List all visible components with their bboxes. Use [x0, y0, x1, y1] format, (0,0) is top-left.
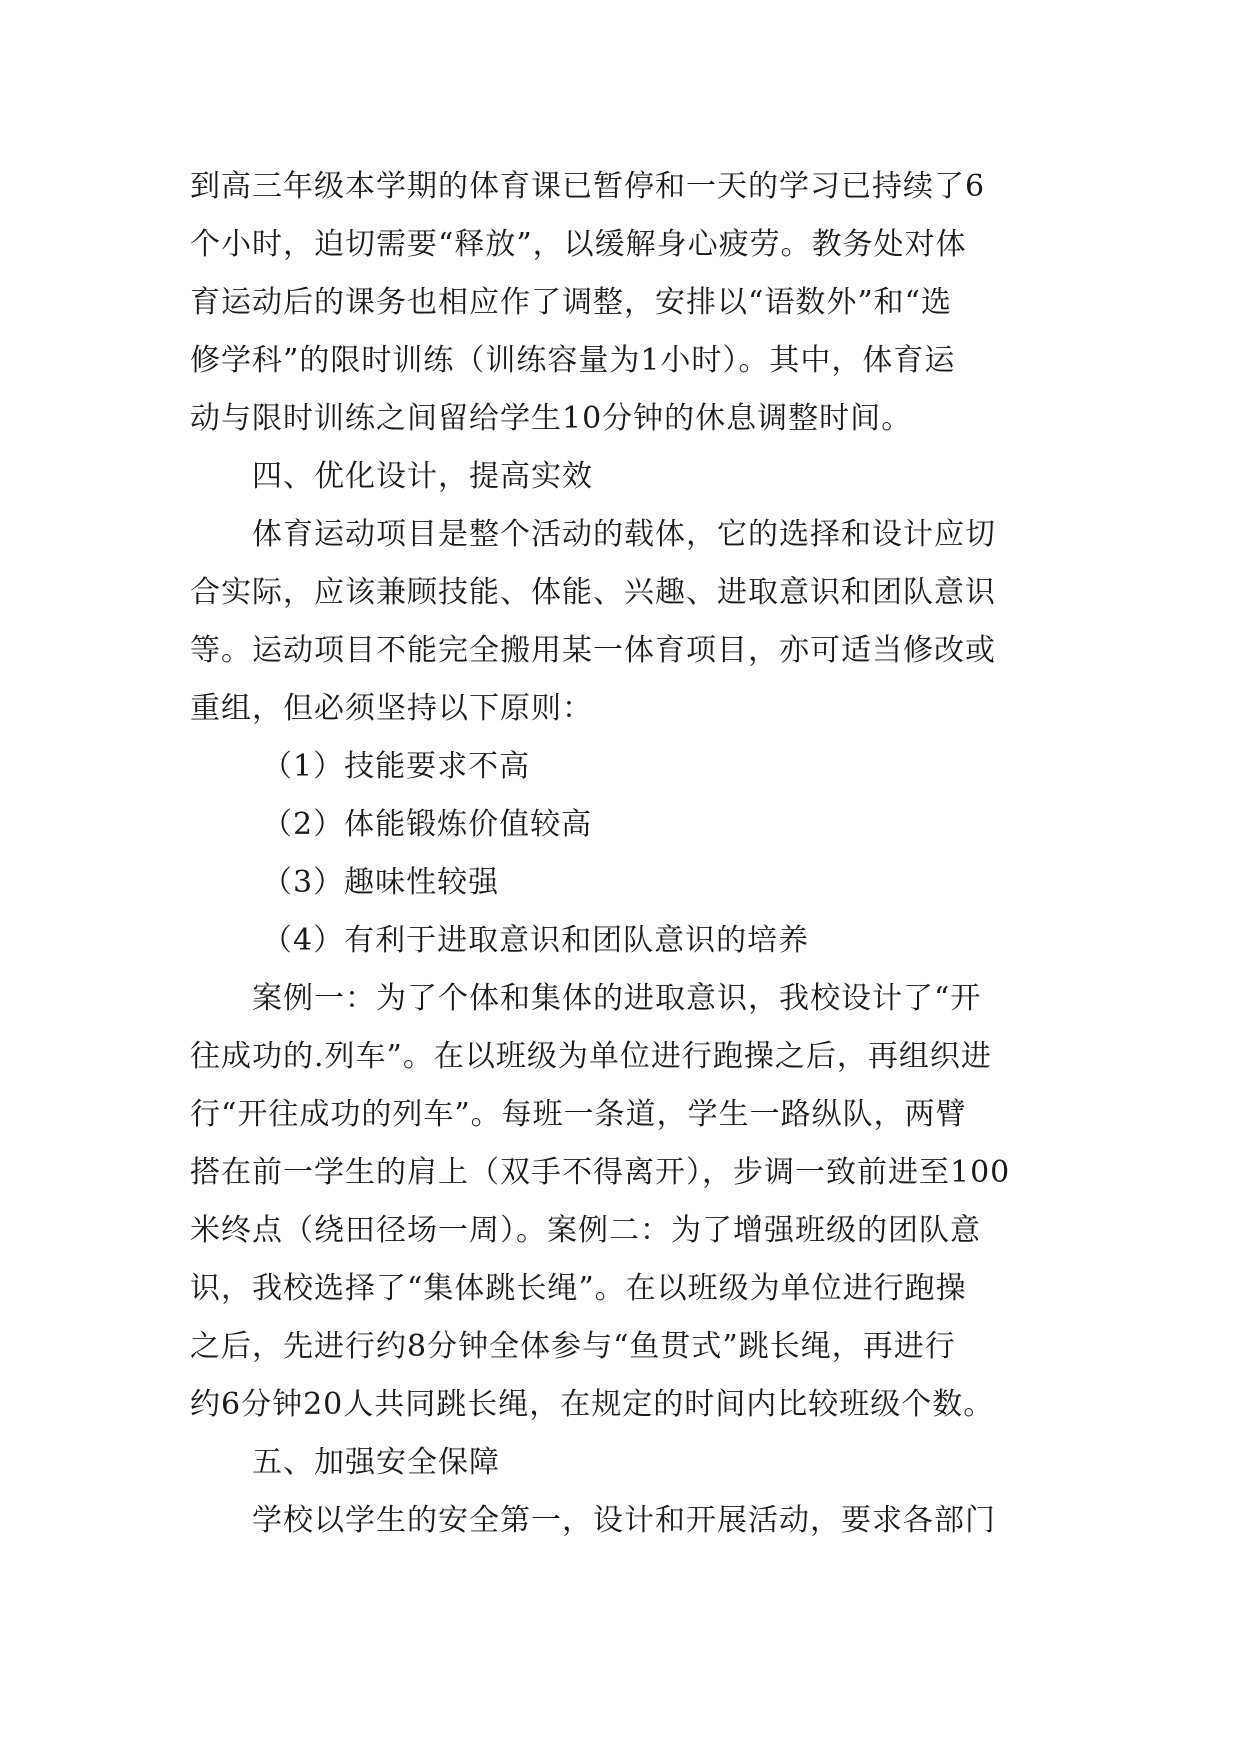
section-heading: 四、优化设计，提高实效: [252, 459, 593, 494]
text-line: 之后，先进行约8分钟全体参与“鱼贯式”跳长绳，再进行: [190, 1329, 956, 1364]
paragraph-start: 体育运动项目是整个活动的载体，它的选择和设计应切: [252, 517, 996, 552]
principle-item: （2）体能锻炼价值较高: [262, 807, 593, 842]
text-line: 合实际，应该兼顾技能、体能、兴趣、进取意识和团队意识: [190, 575, 996, 610]
section-heading: 五、加强安全保障: [252, 1445, 500, 1480]
principle-item: （3）趣味性较强: [262, 865, 500, 900]
text-line: 行“开往成功的列车”。每班一条道，学生一路纵队，两臂: [190, 1097, 967, 1132]
text-line: 修学科”的限时训练（训练容量为1小时）。其中，体育运: [190, 343, 956, 378]
body-text: [190, 158, 1060, 1550]
text-line: 米终点（绕田径场一周）。案例二：为了增强班级的团队意: [190, 1213, 981, 1248]
text-line: 到高三年级本学期的体育课已暂停和一天的学习已持续了6: [190, 169, 986, 204]
text-line: 重组，但必须坚持以下原则：: [190, 691, 593, 726]
principle-item: （4）有利于进取意识和团队意识的培养: [262, 923, 810, 958]
text-line: 约6分钟20人共同跳长绳，在规定的时间内比较班级个数。: [190, 1387, 995, 1422]
principle-item: （1）技能要求不高: [262, 749, 531, 784]
text-line: 动与限时训练之间留给学生10分钟的休息调整时间。: [190, 401, 913, 436]
paragraph-start: 案例一：为了个体和集体的进取意识，我校设计了“开: [252, 981, 982, 1016]
paragraph-start: 学校以学生的安全第一，设计和开展活动，要求各部门: [252, 1503, 996, 1538]
text-line: 搭在前一学生的肩上（双手不得离开），步调一致前进至100: [190, 1155, 1011, 1190]
text-line: 等。运动项目不能完全搬用某一体育项目，亦可适当修改或: [190, 633, 996, 668]
text-line: 识，我校选择了“集体跳长绳”。在以班级为单位进行跑操: [190, 1271, 967, 1306]
text-line: 育运动后的课务也相应作了调整，安排以“语数外”和“选: [190, 285, 953, 320]
text-line: 个小时，迫切需要“释放”，以缓解身心疲劳。教务处对体: [190, 227, 967, 262]
text-line: 往成功的.列车”。在以班级为单位进行跑操之后，再组织进: [190, 1039, 992, 1074]
